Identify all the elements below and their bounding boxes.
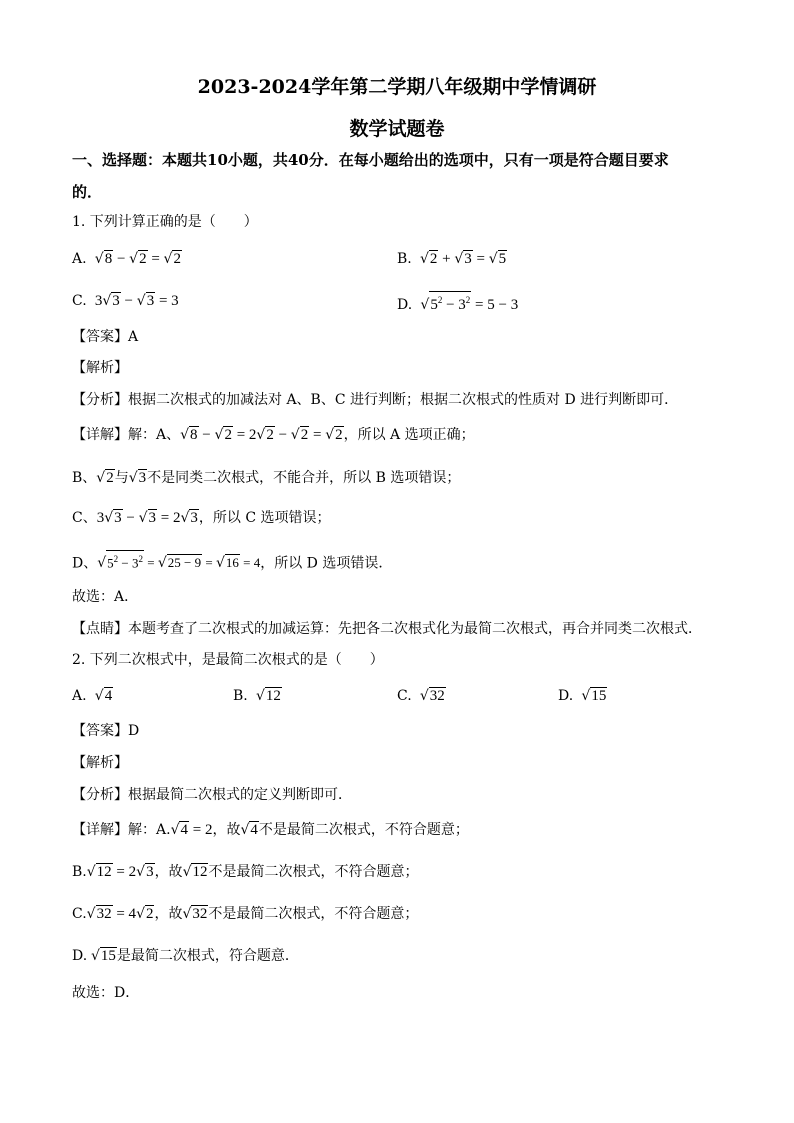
section-heading-cont: 的． (72, 183, 103, 201)
detail-prefix: B、 (72, 470, 97, 486)
math-expression: √15 (90, 948, 116, 964)
math-expression: √3 (128, 470, 147, 486)
q2-choose: 故选：D． (72, 985, 140, 1001)
q1-option-a (72, 249, 182, 269)
detail-tail: 不是最简二次根式，不符合题意； (208, 906, 419, 922)
q1-detail-d (72, 550, 392, 573)
detail-mid: ，故 (154, 906, 183, 922)
document-subtitle: 数学试题卷 (349, 118, 445, 140)
detail-prefix: 【详解】解：A、 (72, 427, 181, 443)
detail-prefix: 【详解】解：A. (72, 822, 171, 838)
math-expression: √2 + √3 = √5 (419, 251, 507, 267)
q1-option-b (397, 249, 507, 269)
math-expression: √32 = 4√2 (86, 906, 154, 922)
detail-tail: ，所以 A 选项正确； (343, 427, 475, 443)
math-expression: 3√3 − √3 = 3 (91, 293, 179, 309)
q1-option-d (397, 291, 518, 315)
math-expression: √4 = 2 (170, 822, 213, 838)
q1-answer: 【答案】A (72, 329, 139, 345)
detail-tail: ，所以 D 选项错误． (260, 555, 393, 572)
q1-option-c (72, 291, 179, 311)
detail-tail: 不是最简二次根式，不符合题意； (208, 864, 419, 880)
math-expression: $√5^2 - 3^2 = 5 - 3$ (417, 297, 519, 313)
detail-mid: ，故 (212, 822, 241, 838)
q1-detail-c (72, 508, 331, 528)
section-heading: 一、选择题：本题共10小题，共40分．在每小题给出的选项中，只有一项是符合题目要求 (72, 151, 669, 169)
option-label: B. (233, 688, 248, 704)
detail-tail: 不是同类二次根式，不能合并，所以 B 选项错误； (147, 470, 461, 486)
detail-tail: 不是最简二次根式，不符合题意； (258, 822, 469, 838)
q2-analysis-label: 【解析】 (72, 755, 128, 771)
q1-detail-b (72, 468, 460, 488)
math-expression: 3√3 − √3 = 2√3 (96, 510, 198, 526)
math-expression: √4 (240, 822, 258, 838)
q2-detail-c (72, 904, 418, 924)
detail-prefix: D. (72, 948, 88, 964)
q2-detail-a (72, 820, 469, 840)
math-expression: √2 (96, 470, 114, 486)
q2-detail-b (72, 862, 418, 882)
math-expression: √12 = 2√3 (86, 864, 154, 880)
question-1-stem: 1. 下列计算正确的是（ ） (72, 214, 258, 230)
q2-option-d (558, 686, 607, 706)
option-label: D. (558, 688, 574, 704)
q2-detail-d (72, 946, 299, 966)
math-expression: √8 − √2 = √2 (94, 251, 181, 267)
document-title: 2023-2024学年第二学期八年级期中学情调研 (197, 76, 597, 98)
option-label: A. (72, 688, 87, 704)
math-expression: $√5^2 - 3^2 = √25 - 9 = √16 = 4$ (97, 555, 260, 570)
math-expression: √12 (182, 864, 208, 880)
option-label: A. (72, 251, 87, 267)
q1-dianjing: 【点睛】本题考查了二次根式的加减运算：先把各二次根式化为最简二次根式，再合并同类二次根式． (72, 621, 702, 637)
option-label: C. (397, 688, 412, 704)
option-label: C. (72, 293, 87, 309)
detail-tail: 是最简二次根式，符合题意． (116, 948, 299, 964)
q1-analysis-label: 【解析】 (72, 360, 128, 376)
q2-answer: 【答案】D (72, 723, 140, 739)
math-expression: √4 (94, 688, 113, 704)
math-expression: √15 (581, 688, 607, 704)
q2-fenxi: 【分析】根据最简二次根式的定义判断即可． (72, 787, 352, 803)
detail-mid: 与 (114, 470, 129, 486)
q1-choose: 故选：A． (72, 589, 139, 605)
q1-detail-a (72, 425, 475, 445)
math-expression: √32 (182, 906, 208, 922)
detail-prefix: C、 (72, 510, 97, 526)
q2-option-b (233, 686, 282, 706)
detail-mid: ，故 (154, 864, 183, 880)
q2-option-c (397, 686, 446, 706)
math-expression: √32 (419, 688, 445, 704)
q2-option-a (72, 686, 113, 706)
math-expression: √12 (255, 688, 281, 704)
detail-prefix: B. (72, 864, 87, 880)
question-2-stem: 2. 下列二次根式中，是最简二次根式的是（ ） (72, 652, 384, 668)
detail-prefix: D、 (72, 555, 98, 572)
math-expression: √8 − √2 = 2√2 − √2 = √2 (180, 427, 343, 443)
detail-prefix: C. (72, 906, 87, 922)
option-label: B. (397, 251, 412, 267)
option-label: D. (397, 297, 413, 313)
q1-fenxi: 【分析】根据二次根式的加减法对 A、B、C 进行判断；根据二次根式的性质对 D 进行判断即可． (72, 392, 679, 408)
detail-tail: ，所以 C 选项错误； (198, 510, 331, 526)
